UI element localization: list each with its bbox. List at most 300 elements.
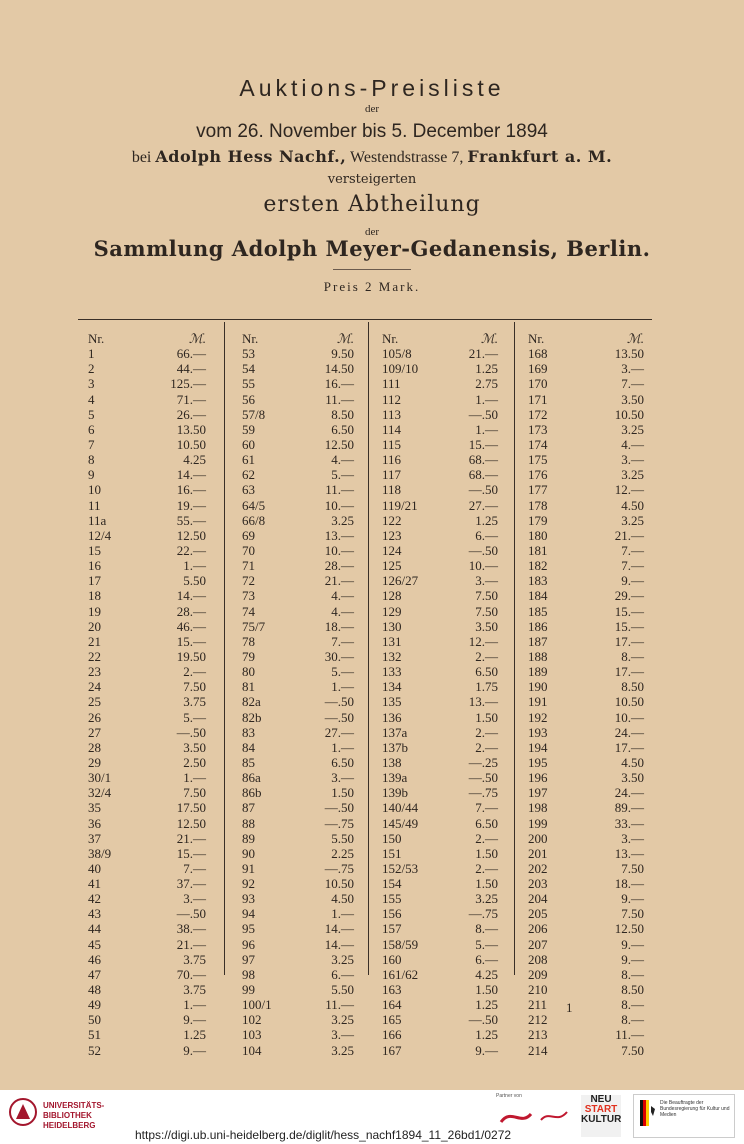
lot-price: 7.— [331, 633, 354, 649]
lot-number: 166 [382, 1027, 402, 1043]
lot-number: 30/1 [88, 770, 112, 786]
lot-price: 3.— [475, 573, 498, 589]
price-row [88, 906, 206, 921]
price-note: Preis 2 Mark. [323, 279, 421, 294]
lot-price: 6.— [475, 527, 498, 543]
firm-name: Adolph Hess Nachf., [155, 147, 347, 166]
lot-number: 32/4 [88, 785, 112, 801]
nr-header: Nr. [88, 331, 105, 346]
lot-price: —.50 [324, 800, 354, 816]
lot-price: 7.50 [621, 1042, 644, 1058]
lot-price: 33.— [614, 815, 644, 831]
price-row [242, 906, 354, 921]
lot-number: 45 [88, 936, 101, 952]
neustart-kultur-logo[interactable] [581, 1095, 621, 1137]
lot-number: 97 [242, 951, 255, 967]
lot-price: 9.50 [331, 346, 354, 362]
lot-price: 71.— [176, 391, 206, 407]
lot-number: 46 [88, 951, 101, 967]
lot-price: 6.— [331, 966, 354, 982]
lot-price: 3.75 [183, 982, 206, 998]
lot-number: 61 [242, 452, 255, 468]
lot-price: 6.50 [475, 664, 498, 680]
lot-price: 2.— [475, 830, 498, 846]
price-row [242, 1027, 354, 1042]
lot-number: 173 [528, 421, 548, 437]
lot-price: —.50 [324, 709, 354, 725]
lot-price: 3.50 [621, 391, 644, 407]
price-row [88, 498, 206, 513]
price-row [382, 921, 498, 936]
lot-number: 90 [242, 845, 255, 861]
lot-price: 17.— [614, 664, 644, 680]
start-text: START [584, 1104, 618, 1115]
price-row [242, 679, 354, 694]
lot-price: 5.50 [183, 573, 206, 589]
lot-price: 7.— [183, 860, 206, 876]
lot-number: 197 [528, 785, 548, 801]
lot-number: 201 [528, 845, 548, 861]
price-row [528, 816, 644, 831]
lot-price: 7.— [621, 376, 644, 392]
lot-number: 164 [382, 997, 402, 1013]
lot-number: 11a [88, 512, 107, 528]
price-row [88, 997, 206, 1012]
lot-price: 89.— [614, 800, 644, 816]
lot-number: 82b [242, 709, 262, 725]
lot-number: 151 [382, 845, 402, 861]
price-row [88, 604, 206, 619]
university-seal-icon[interactable] [8, 1097, 38, 1127]
lot-price: 10.— [324, 497, 354, 513]
price-row [242, 649, 354, 664]
price-row [242, 558, 354, 573]
lot-price: 21.— [176, 830, 206, 846]
lot-number: 17 [88, 573, 101, 589]
lot-number: 75/7 [242, 618, 266, 634]
lot-number: 23 [88, 664, 101, 680]
lot-price: 1.50 [475, 845, 498, 861]
lot-number: 163 [382, 982, 402, 998]
price-row [528, 906, 644, 921]
lot-number: 62 [242, 467, 255, 483]
lot-number: 156 [382, 906, 402, 922]
lot-price: 21.— [614, 527, 644, 543]
lot-number: 161/62 [382, 966, 419, 982]
lot-number: 179 [528, 512, 548, 528]
price-row [88, 361, 206, 376]
lot-price: 37.— [176, 876, 206, 892]
price-row [382, 437, 498, 452]
price-row [528, 588, 644, 603]
price-row [382, 482, 498, 497]
lot-price: 5.50 [331, 830, 354, 846]
price-row [528, 921, 644, 936]
partner-logo-icon[interactable] [497, 1100, 577, 1130]
lot-number: 54 [242, 361, 255, 377]
lot-price: 10.50 [614, 406, 644, 422]
lot-number: 168 [528, 346, 548, 362]
lot-price: 12.50 [324, 436, 354, 452]
lot-price: 10.— [614, 709, 644, 725]
lot-number: 124 [382, 542, 402, 558]
lot-number: 145/49 [382, 815, 419, 831]
lot-number: 82a [242, 694, 261, 710]
price-row [528, 800, 644, 815]
price-row [528, 513, 644, 528]
lot-price: 3.— [621, 830, 644, 846]
bei-text: bei [131, 149, 152, 166]
price-row [88, 634, 206, 649]
price-row [528, 725, 644, 740]
lot-number: 36 [88, 815, 101, 831]
column-header [242, 331, 354, 346]
lot-number: 114 [382, 421, 402, 437]
price-row [242, 921, 354, 936]
lot-number: 44 [88, 921, 101, 937]
price-row [382, 573, 498, 588]
lot-price: —.75 [468, 906, 498, 922]
lot-number: 191 [528, 694, 548, 710]
price-row [242, 392, 354, 407]
price-row [528, 346, 644, 361]
lot-price: 4.— [331, 452, 354, 468]
lot-price: 12.50 [176, 815, 206, 831]
lot-number: 209 [528, 966, 548, 982]
price-row [88, 1043, 206, 1058]
lot-price: 2.— [183, 664, 206, 680]
column-divider [368, 322, 369, 975]
lot-price: 3.50 [183, 739, 206, 755]
lot-price: 10.— [468, 558, 498, 574]
price-row [528, 452, 644, 467]
lot-number: 188 [528, 648, 548, 664]
lot-number: 71 [242, 558, 255, 574]
lot-price: 13.50 [176, 421, 206, 437]
lot-price: 14.50 [324, 361, 354, 377]
price-row [382, 1027, 498, 1042]
price-row [242, 800, 354, 815]
lot-price: 9.— [621, 951, 644, 967]
price-column-4 [528, 331, 644, 1058]
lot-price: —.50 [468, 406, 498, 422]
price-row [528, 649, 644, 664]
lot-number: 103 [242, 1027, 262, 1043]
price-row [382, 800, 498, 815]
price-row [242, 513, 354, 528]
lot-price: 14.— [324, 921, 354, 937]
lot-number: 57/8 [242, 406, 266, 422]
price-row [528, 694, 644, 709]
price-row [382, 937, 498, 952]
lot-number: 49 [88, 997, 101, 1013]
lot-number: 135 [382, 694, 402, 710]
price-row [528, 952, 644, 967]
partner-label: Partner von [496, 1093, 522, 1099]
lot-price: 38.— [176, 921, 206, 937]
lot-number: 38/9 [88, 845, 112, 861]
price-row [382, 725, 498, 740]
uni-line-2: BIBLIOTHEK [43, 1111, 92, 1120]
lot-number: 15 [88, 542, 101, 558]
price-row [528, 558, 644, 573]
lot-price: 7.50 [475, 588, 498, 604]
lot-number: 86a [242, 770, 261, 786]
price-row [88, 694, 206, 709]
lot-price: 68.— [468, 467, 498, 483]
lot-price: 66.— [176, 346, 206, 362]
uni-line-3: HEIDELBERG [43, 1121, 96, 1130]
price-row [382, 1012, 498, 1027]
lot-number: 88 [242, 815, 255, 831]
lot-price: 18.— [614, 876, 644, 892]
lot-number: 81 [242, 679, 255, 695]
lot-number: 175 [528, 452, 548, 468]
price-row [242, 664, 354, 679]
lot-price: 15.— [468, 436, 498, 452]
price-row [88, 967, 206, 982]
lot-number: 170 [528, 376, 548, 392]
lot-price: 15.— [176, 845, 206, 861]
lot-number: 137a [382, 724, 408, 740]
price-row [528, 831, 644, 846]
price-row [382, 785, 498, 800]
price-row [382, 891, 498, 906]
lot-price: 11.— [325, 997, 354, 1013]
lot-price: 8.50 [621, 679, 644, 695]
lot-number: 56 [242, 391, 255, 407]
price-row [88, 679, 206, 694]
lot-number: 29 [88, 754, 101, 770]
price-row [382, 694, 498, 709]
lot-price: 2.— [475, 648, 498, 664]
price-row [382, 513, 498, 528]
price-row [528, 664, 644, 679]
university-library-name[interactable] [43, 1101, 104, 1131]
column-header [382, 331, 498, 346]
price-row [242, 891, 354, 906]
price-row [382, 346, 498, 361]
mark-header: ℳ. [480, 331, 498, 346]
lot-number: 208 [528, 951, 548, 967]
mark-header: ℳ. [188, 331, 206, 346]
lot-number: 28 [88, 739, 101, 755]
price-row [528, 573, 644, 588]
price-row [88, 467, 206, 482]
lot-number: 43 [88, 906, 101, 922]
lot-number: 213 [528, 1027, 548, 1043]
lot-number: 4 [88, 391, 95, 407]
lot-price: —.25 [468, 754, 498, 770]
price-row [242, 710, 354, 725]
price-row [528, 528, 644, 543]
price-row [242, 694, 354, 709]
lot-price: 21.— [468, 346, 498, 362]
lot-number: 70 [242, 542, 255, 558]
price-row [242, 816, 354, 831]
lot-price: 1.25 [475, 512, 498, 528]
lot-number: 165 [382, 1012, 402, 1028]
lot-number: 157 [382, 921, 402, 937]
price-row [88, 861, 206, 876]
lot-price: 1.50 [331, 785, 354, 801]
price-row [242, 437, 354, 452]
price-row [88, 664, 206, 679]
lot-price: 14.— [324, 936, 354, 952]
price-row [88, 952, 206, 967]
price-row [382, 407, 498, 422]
lot-price: 8.— [475, 921, 498, 937]
lot-price: 4.— [621, 436, 644, 452]
lot-number: 8 [88, 452, 95, 468]
column-header [88, 331, 206, 346]
price-row [528, 1043, 644, 1058]
lot-number: 7 [88, 436, 95, 452]
price-row [382, 664, 498, 679]
price-row [528, 604, 644, 619]
lot-number: 140/44 [382, 800, 419, 816]
lot-price: 8.50 [331, 406, 354, 422]
lot-price: 6.50 [331, 421, 354, 437]
price-row [382, 649, 498, 664]
lot-price: 2.— [475, 724, 498, 740]
price-row [528, 785, 644, 800]
lot-number: 92 [242, 876, 255, 892]
lot-price: 1.25 [475, 361, 498, 377]
lot-price: 8.— [621, 997, 644, 1013]
lot-number: 104 [242, 1042, 262, 1058]
lot-price: 27.— [324, 724, 354, 740]
lot-number: 3 [88, 376, 95, 392]
lot-price: 1.— [183, 770, 206, 786]
lot-price: 13.50 [614, 346, 644, 362]
lot-number: 178 [528, 497, 548, 513]
lot-number: 100/1 [242, 997, 272, 1013]
lot-number: 131 [382, 633, 402, 649]
lot-price: 14.— [176, 588, 206, 604]
price-row [528, 392, 644, 407]
price-row [242, 498, 354, 513]
price-row [88, 543, 206, 558]
lot-number: 24 [88, 679, 101, 695]
price-row [88, 376, 206, 391]
lot-price: —.75 [324, 815, 354, 831]
price-row [382, 528, 498, 543]
lot-number: 200 [528, 830, 548, 846]
lot-price: 3.25 [331, 1042, 354, 1058]
lot-price: 17.50 [176, 800, 206, 816]
lot-price: 1.— [183, 558, 206, 574]
price-row [88, 649, 206, 664]
lot-price: 30.— [324, 648, 354, 664]
lot-number: 22 [88, 648, 101, 664]
lot-number: 10 [88, 482, 101, 498]
lot-price: 70.— [176, 966, 206, 982]
price-row [382, 740, 498, 755]
lot-price: 7.— [621, 542, 644, 558]
lot-number: 63 [242, 482, 255, 498]
lot-price: 3.50 [475, 618, 498, 634]
lot-price: 5.— [183, 709, 206, 725]
lot-price: 1.50 [475, 982, 498, 998]
lot-number: 128 [382, 588, 402, 604]
lot-number: 132 [382, 648, 402, 664]
price-row [88, 528, 206, 543]
lot-number: 5 [88, 406, 95, 422]
lot-price: 3.75 [183, 694, 206, 710]
lot-price: 1.— [331, 739, 354, 755]
lot-price: 2.— [475, 739, 498, 755]
lot-price: 9.— [183, 1012, 206, 1028]
lot-price: 15.— [614, 618, 644, 634]
lot-number: 198 [528, 800, 548, 816]
price-row [242, 982, 354, 997]
lot-number: 150 [382, 830, 402, 846]
neu-text: NEU [590, 1094, 612, 1105]
lot-number: 69 [242, 527, 255, 543]
price-row [528, 967, 644, 982]
price-row [382, 816, 498, 831]
price-row [382, 710, 498, 725]
price-row [242, 588, 354, 603]
lot-price: —.50 [176, 724, 206, 740]
lot-number: 138 [382, 754, 402, 770]
lot-number: 9 [88, 467, 95, 483]
lot-price: 1.— [183, 997, 206, 1013]
price-row [242, 876, 354, 891]
lot-number: 111 [382, 376, 401, 392]
lot-number: 172 [528, 406, 548, 422]
lot-price: 5.— [475, 936, 498, 952]
price-row [242, 634, 354, 649]
price-row [382, 770, 498, 785]
price-row [382, 467, 498, 482]
lot-price: 9.— [621, 573, 644, 589]
lot-price: 6.— [475, 951, 498, 967]
price-row [242, 467, 354, 482]
lot-price: 1.50 [475, 876, 498, 892]
lot-price: 8.— [621, 1012, 644, 1028]
price-row [528, 498, 644, 513]
lot-number: 26 [88, 709, 101, 725]
lot-number: 205 [528, 906, 548, 922]
permalink-url[interactable]: https://digi.ub.uni-heidelberg.de/diglit/hess_nachf1894_11_26bd1/0272 [135, 1128, 512, 1142]
lot-price: 3.25 [621, 512, 644, 528]
price-row [242, 740, 354, 755]
lot-price: 28.— [324, 558, 354, 574]
lot-number: 176 [528, 467, 548, 483]
lot-number: 95 [242, 921, 255, 937]
lot-price: 9.— [183, 1042, 206, 1058]
price-row [528, 710, 644, 725]
lot-price: 44.— [176, 361, 206, 377]
lot-price: 55.— [176, 512, 206, 528]
price-row [382, 997, 498, 1012]
price-row [528, 437, 644, 452]
lot-number: 18 [88, 588, 101, 604]
price-row [528, 1012, 644, 1027]
lot-number: 11 [88, 497, 101, 513]
price-row [382, 392, 498, 407]
price-row [242, 407, 354, 422]
lot-number: 86b [242, 785, 262, 801]
lot-number: 134 [382, 679, 402, 695]
lot-price: 1.— [475, 391, 498, 407]
lot-price: 7.— [621, 558, 644, 574]
price-row [382, 967, 498, 982]
lot-number: 126/27 [382, 573, 419, 589]
lot-price: 24.— [614, 724, 644, 740]
